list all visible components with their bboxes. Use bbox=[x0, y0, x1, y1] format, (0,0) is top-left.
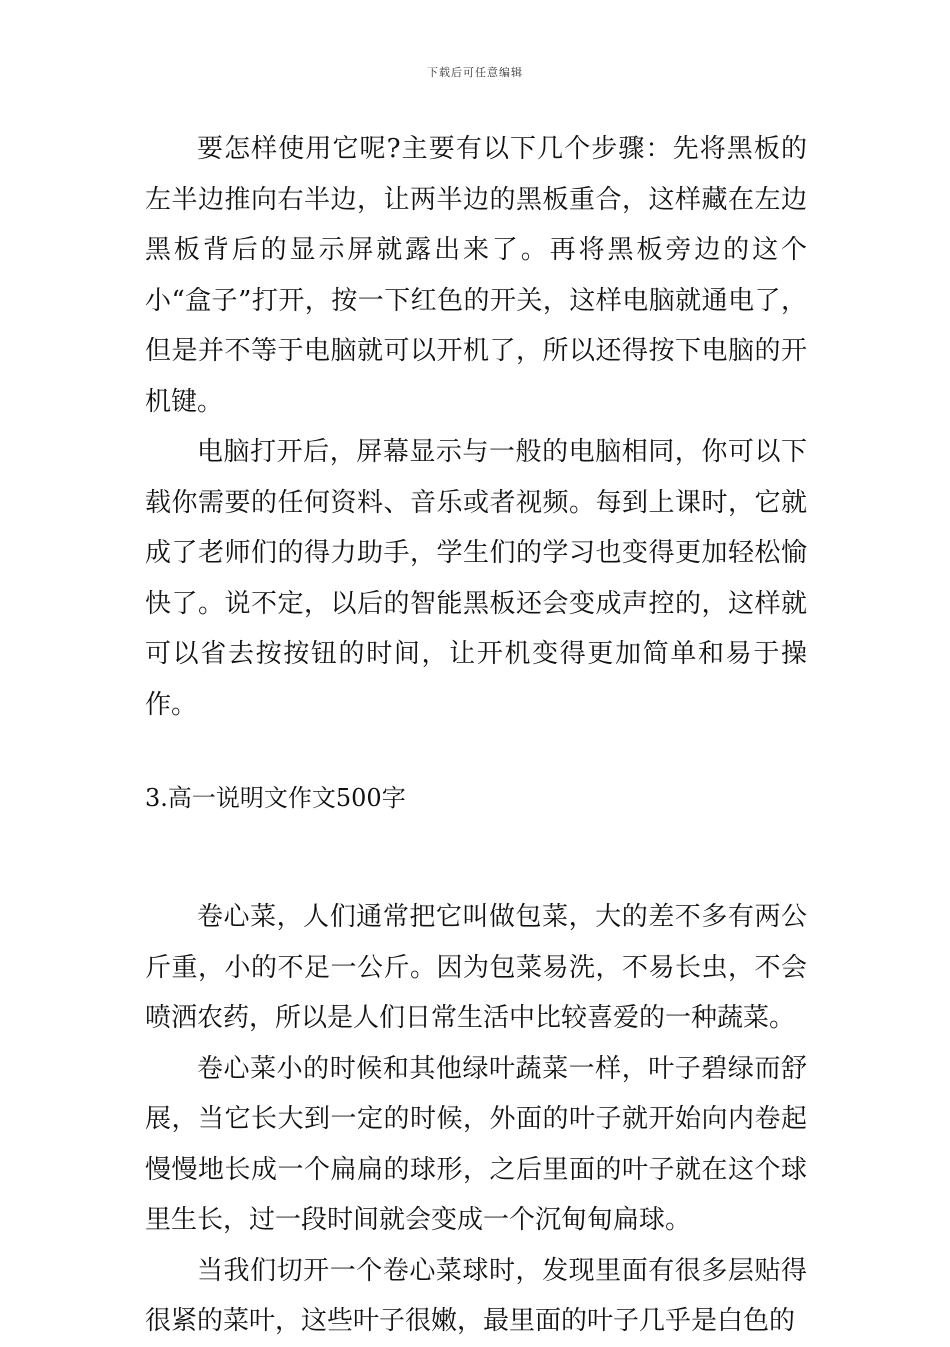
paragraph: 卷心菜，人们通常把它叫做包菜，大的差不多有两公斤重，小的不足一公斤。因为包菜易洗，不易长虫，不会喷洒农药，所以是人们日常生活中比较喜爱的一种蔬菜。 bbox=[145, 902, 807, 1033]
spacer bbox=[145, 730, 807, 778]
spacer bbox=[145, 818, 807, 892]
paragraph: 当我们切开一个卷心菜球时，发现里面有很多层贴得很紧的菜叶，这些叶子很嫩，最里面的叶子几乎是白色的 bbox=[145, 1255, 807, 1336]
paragraph: 电脑打开后，屏幕显示与一般的电脑相同，你可以下载你需要的任何资料、音乐或者视频。每到上课时，它就成了老师们的得力助手，学生们的学习也变得更加轻松愉快了。说不定，以后的智能黑板还会变成声控的，这样就可以省去按按钮的时间，让开机变得更加简单和易于操作。 bbox=[145, 437, 807, 720]
document-body bbox=[145, 124, 807, 1347]
page-header: 下载后可任意编辑 bbox=[427, 66, 523, 79]
section-heading: 3.高一说明文作文500字 bbox=[145, 784, 406, 812]
paragraph: 卷心菜小的时候和其他绿叶蔬菜一样，叶子碧绿而舒展，当它长大到一定的时候，外面的叶子就开始向内卷起慢慢地长成一个扁扁的球形，之后里面的叶子就在这个球里生长，过一段时间就会变成一个沉甸甸扁球。 bbox=[145, 1053, 807, 1235]
paragraph: 要怎样使用它呢?主要有以下几个步骤：先将黑板的左半边推向右半边，让两半边的黑板重合，这样藏在左边黑板背后的显示屏就露出来了。再将黑板旁边的这个小“盒子”打开，按一下红色的开关，这样电脑就通电了，但是并不等于电脑就可以开机了，所以还得按下电脑的开机键。 bbox=[145, 134, 807, 417]
